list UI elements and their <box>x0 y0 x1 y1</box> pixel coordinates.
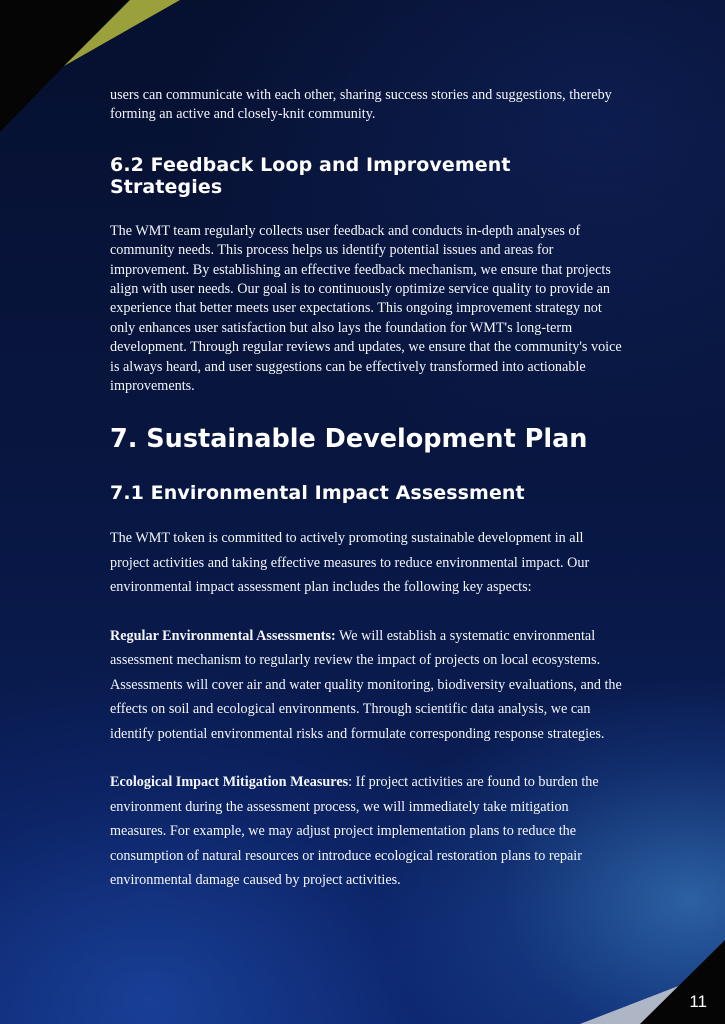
assessment-item-lead: Regular Environmental Assessments: <box>110 627 336 644</box>
section-6-2-heading: 6.2 Feedback Loop and Improvement Strategies <box>110 153 511 198</box>
page-number: 11 <box>689 992 707 1011</box>
bottom-right-black-triangle <box>640 940 725 1024</box>
section-7-heading: 7. Sustainable Development Plan <box>110 424 588 455</box>
mitigation-item-lead: Ecological Impact Mitigation Measures <box>110 774 349 791</box>
mitigation-item-text: : If project activities are found to burden the environment during the assessment process, we will immediately take mitigation measures. For example, we may adjust project implementation plans to reduce the consumption of natural resources or introduce ecological restoration plans to repair environmental damage caused by project activities. <box>110 774 599 889</box>
section-7-1-heading: 7.1 Environmental Impact Assessment <box>110 482 525 505</box>
assessment-item-text: We will establish a systematic environmental assessment mechanism to regularly review the impact of projects on local ecosystems. Assessments will cover air and water quality monitoring, biodiversity evaluations, and the effects on soil and ecological environments. Through scientific data analysis, we can identify potential environmental risks and formulate corresponding response strategies. <box>110 627 622 742</box>
section-7-1-intro: The WMT token is committed to actively promoting sustainable development in all project activities and taking effective measures to reduce environmental impact. Our environmental impact assessment plan includes the following key aspects: <box>110 530 590 596</box>
assessment-item <box>110 624 622 747</box>
section-6-2-paragraph: The WMT team regularly collects user feedback and conducts in-depth analyses of community needs. This process helps us identify potential issues and areas for improvement. By establishing an effective feedback mechanism, we ensure that projects align with user needs. Our goal is to continuously optimize service quality to provide an experience that better meets user expectations. This ongoing improvement strategy not only enhances user satisfaction but also lays the foundation for WMT's long-term development. Through regular reviews and updates, we ensure that the community's voice is always heard, and user suggestions can be effectively transformed into actionable improvements. <box>110 222 622 395</box>
mitigation-item <box>110 770 622 893</box>
intro-paragraph: users can communicate with each other, sharing success stories and suggestions, thereby forming an active and closely-knit community. <box>110 87 612 123</box>
main-content <box>110 86 622 893</box>
